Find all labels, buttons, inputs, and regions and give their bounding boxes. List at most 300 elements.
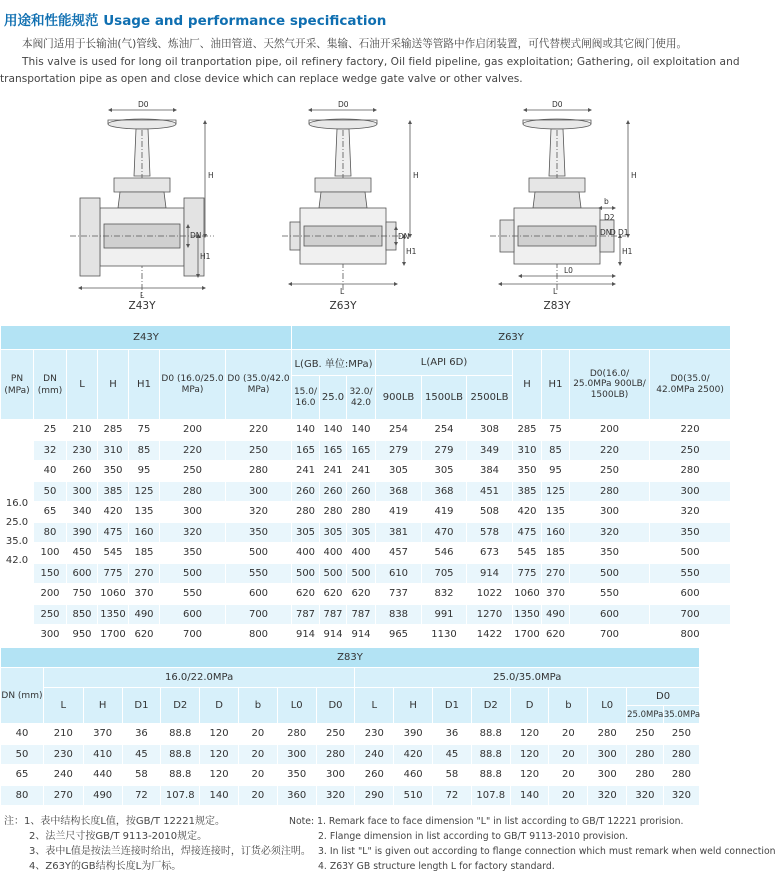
table-cell: 914: [347, 625, 376, 646]
table-cell: 210: [43, 724, 83, 745]
table-row: [1, 785, 700, 806]
header-z83y: Z83Y: [1, 648, 700, 668]
table-cell: 200: [570, 420, 650, 441]
table-cell: 85: [129, 440, 160, 461]
note-en-1: Note: 1. Remark face to face dimension "L" in list according to GB/T 12221 prorision.: [289, 816, 684, 827]
valve-diagrams: [0, 96, 700, 318]
t2-header-d0-25mpa: 25.0MPa: [627, 706, 664, 724]
table-cell: 368: [376, 481, 422, 502]
header-l-gb: L(GB. 单位:MPa): [292, 350, 376, 376]
table-cell: 440: [83, 765, 122, 786]
pn-value: 25.0: [5, 517, 29, 529]
table-cell: 250: [160, 461, 226, 482]
table-cell: 838: [376, 604, 422, 625]
table-cell: 250: [650, 440, 731, 461]
table-cell: 120: [200, 744, 239, 765]
table-cell: 1270: [467, 604, 513, 625]
table-cell: 832: [422, 584, 467, 605]
table-cell: 700: [160, 625, 226, 646]
table-cell: 140: [320, 420, 347, 441]
table-cell: 490: [83, 785, 122, 806]
table-cell: 610: [376, 563, 422, 584]
table-cell: 160: [129, 522, 160, 543]
table-cell: 787: [320, 604, 347, 625]
table-row: [1, 522, 731, 543]
z83y-d1-label: D1: [618, 228, 629, 237]
table-cell: 120: [200, 765, 239, 786]
table-cell: 40: [34, 461, 67, 482]
header-dn: DN (mm): [34, 350, 67, 420]
table-row: [1, 420, 731, 441]
table-cell: 1022: [467, 584, 513, 605]
table-cell: 368: [422, 481, 467, 502]
table-cell: 500: [320, 563, 347, 584]
table-cell: 550: [650, 563, 731, 584]
table-cell: 1350: [98, 604, 129, 625]
table-cell: 241: [292, 461, 320, 482]
table-cell: 95: [542, 461, 570, 482]
header-25-35mpa: 25.0/35.0MPa: [355, 668, 700, 688]
table-cell: 250: [663, 724, 699, 745]
z43y-h1-label: H1: [200, 252, 211, 261]
table-cell: 1700: [98, 625, 129, 646]
table-cell: 400: [320, 543, 347, 564]
table-cell: 600: [160, 604, 226, 625]
header-z63-h: H: [513, 350, 542, 420]
table-cell: 385: [513, 481, 542, 502]
t2-header-b-h: H: [394, 688, 433, 724]
table-cell: 419: [422, 502, 467, 523]
table-row: [1, 604, 731, 625]
table-cell: 914: [292, 625, 320, 646]
table-cell: 280: [320, 502, 347, 523]
table-cell: 135: [129, 502, 160, 523]
spec-table-z43y-z63y: [0, 325, 731, 646]
table-cell: 200: [160, 420, 226, 441]
z83y-h-label: H: [631, 171, 637, 180]
table-cell: 20: [549, 765, 588, 786]
table-cell: 254: [422, 420, 467, 441]
table-cell: 85: [542, 440, 570, 461]
table-cell: 88.8: [161, 724, 200, 745]
table-cell: 700: [226, 604, 292, 625]
table-cell: 45: [122, 744, 161, 765]
table-cell: 600: [226, 584, 292, 605]
table-cell: 500: [226, 543, 292, 564]
table-cell: 1130: [422, 625, 467, 646]
table-cell: 320: [316, 785, 355, 806]
header-api-2500lb: 2500LB: [467, 376, 513, 420]
z83y-d-label: D: [610, 228, 616, 237]
table-cell: 350: [570, 543, 650, 564]
table-cell: 36: [122, 724, 161, 745]
table-cell: 107.8: [161, 785, 200, 806]
table-cell: 20: [549, 744, 588, 765]
table-cell: 310: [513, 440, 542, 461]
table-cell: 20: [549, 785, 588, 806]
table-cell: 490: [129, 604, 160, 625]
table-cell: 950: [67, 625, 98, 646]
table-row: [1, 563, 731, 584]
table-cell: 500: [570, 563, 650, 584]
header-d0-35-42: D0 (35.0/42.0 MPa): [226, 350, 292, 420]
table-cell: 285: [98, 420, 129, 441]
table-cell: 280: [570, 481, 650, 502]
pn-values-cell: [1, 420, 34, 646]
t2-header-b-l: L: [355, 688, 394, 724]
table-cell: 160: [542, 522, 570, 543]
table-cell: 320: [650, 502, 731, 523]
table-cell: 280: [663, 765, 699, 786]
table-cell: 165: [347, 440, 376, 461]
table-cell: 787: [292, 604, 320, 625]
table-cell: 350: [226, 522, 292, 543]
table-cell: 914: [320, 625, 347, 646]
table-cell: 280: [663, 744, 699, 765]
table-cell: 965: [376, 625, 422, 646]
table-row: [1, 765, 700, 786]
table-cell: 350: [160, 543, 226, 564]
spec-table-z83y: [0, 647, 700, 806]
table-cell: 280: [627, 744, 664, 765]
t2-header-b-d1: D1: [433, 688, 472, 724]
t2-header-b-d: D: [510, 688, 549, 724]
table-cell: 95: [129, 461, 160, 482]
table-cell: 1422: [467, 625, 513, 646]
table-cell: 220: [570, 440, 650, 461]
table-cell: 270: [129, 563, 160, 584]
table-cell: 320: [226, 502, 292, 523]
t2-header-a-h: H: [83, 688, 122, 724]
table-cell: 620: [320, 584, 347, 605]
table-cell: 475: [98, 522, 129, 543]
table-cell: 250: [627, 724, 664, 745]
table-cell: 300: [226, 481, 292, 502]
table-cell: 279: [376, 440, 422, 461]
table-cell: 140: [347, 420, 376, 441]
table-cell: 20: [238, 765, 277, 786]
table-cell: 350: [650, 522, 731, 543]
table-cell: 320: [570, 522, 650, 543]
table-cell: 305: [347, 522, 376, 543]
table-cell: 350: [277, 765, 316, 786]
table-cell: 140: [510, 785, 549, 806]
table-cell: 58: [433, 765, 472, 786]
table-cell: 75: [129, 420, 160, 441]
table-cell: 320: [160, 522, 226, 543]
table-cell: 385: [98, 481, 129, 502]
table-row: [1, 543, 731, 564]
diagram-z83y: [490, 100, 637, 296]
table-cell: 620: [542, 625, 570, 646]
table-cell: 20: [238, 744, 277, 765]
diagram-z43y-caption: Z43Y: [128, 300, 156, 312]
table-cell: 800: [650, 625, 731, 646]
table-row: [1, 625, 731, 646]
table-cell: 58: [122, 765, 161, 786]
table-cell: 350: [98, 461, 129, 482]
table-cell: 75: [542, 420, 570, 441]
table-cell: 384: [467, 461, 513, 482]
t2-header-a-d2: D2: [161, 688, 200, 724]
table-cell: 260: [347, 481, 376, 502]
header-api-900lb: 900LB: [376, 376, 422, 420]
table-cell: 400: [347, 543, 376, 564]
z83y-dn-label: DN: [600, 228, 612, 237]
table-cell: 360: [277, 785, 316, 806]
header-l: L: [67, 350, 98, 420]
z63y-dn-label: DN: [398, 232, 410, 241]
header-pn: PN (MPa): [1, 350, 34, 420]
table-cell: 390: [394, 724, 433, 745]
table-cell: 50: [1, 744, 44, 765]
header-api-1500lb: 1500LB: [422, 376, 467, 420]
note-cn-2: 2、法兰尺寸按GB/T 9113-2010规定。: [29, 831, 208, 842]
table-cell: 125: [542, 481, 570, 502]
table-cell: 775: [98, 563, 129, 584]
table-cell: 120: [510, 765, 549, 786]
header-z63-d0-b: D0(35.0/ 42.0MPa 2500): [650, 350, 731, 420]
table-cell: 305: [376, 461, 422, 482]
table-cell: 260: [67, 461, 98, 482]
t2-header-a-d: D: [200, 688, 239, 724]
table-cell: 36: [433, 724, 472, 745]
table-cell: 305: [422, 461, 467, 482]
table-cell: 72: [433, 785, 472, 806]
table-cell: 340: [67, 502, 98, 523]
table-row: [1, 744, 700, 765]
table-cell: 290: [355, 785, 394, 806]
table-cell: 210: [67, 420, 98, 441]
table-cell: 1350: [513, 604, 542, 625]
table-cell: 500: [160, 563, 226, 584]
table-cell: 470: [422, 522, 467, 543]
header-gb-25: 25.0: [320, 376, 347, 420]
note-cn-4: 4、Z63Y的GB结构长度L为厂标。: [29, 861, 182, 872]
table-cell: 140: [292, 420, 320, 441]
note-en-3: 3. In list "L" is given out according to flange connection which must remark when weld connection: [318, 846, 776, 857]
table-row: [1, 724, 700, 745]
table-cell: 20: [238, 724, 277, 745]
table-cell: 72: [122, 785, 161, 806]
table-cell: 700: [650, 604, 731, 625]
t2-header-d0-35mpa: 35.0MPa: [663, 706, 699, 724]
table-row: [1, 440, 731, 461]
table-cell: 600: [650, 584, 731, 605]
t2-header-a-d1: D1: [122, 688, 161, 724]
table-cell: 600: [67, 563, 98, 584]
table-cell: 150: [34, 563, 67, 584]
table-cell: 88.8: [471, 724, 510, 745]
t2-header-a-l0: L0: [277, 688, 316, 724]
t2-header-b-l0: L0: [588, 688, 627, 724]
z43y-d0-label: D0: [138, 100, 149, 109]
z83y-b-label: b: [604, 197, 609, 206]
table-cell: 280: [650, 461, 731, 482]
table-cell: 241: [347, 461, 376, 482]
t2-header-a-d0: D0: [316, 688, 355, 724]
table-cell: 500: [347, 563, 376, 584]
header-gb-32-42: 32.0/ 42.0: [347, 376, 376, 420]
header-z63-h1: H1: [542, 350, 570, 420]
table-cell: 850: [67, 604, 98, 625]
table-cell: 578: [467, 522, 513, 543]
table-cell: 737: [376, 584, 422, 605]
table-cell: 1060: [513, 584, 542, 605]
table-row: [1, 584, 731, 605]
z83y-l0-label: L0: [564, 266, 573, 275]
table-cell: 419: [376, 502, 422, 523]
table-row: [1, 481, 731, 502]
note-cn-1: 注：1、表中结构长度L值，按GB/T 12221规定。: [4, 816, 226, 827]
table-cell: 1060: [98, 584, 129, 605]
table-cell: 165: [320, 440, 347, 461]
table-cell: 260: [292, 481, 320, 502]
header-16-22mpa: 16.0/22.0MPa: [43, 668, 355, 688]
t2-header-b-d0: D0: [627, 688, 700, 706]
pn-value: 35.0: [5, 536, 29, 548]
table-cell: 88.8: [161, 744, 200, 765]
intro-english-line-1: This valve is used for long oil tranportation pipe, oil refinery factory, Oil field pipeline, gas exploitation; Gathering, oil exploitation and: [22, 56, 740, 68]
diagram-z63y-caption: Z63Y: [329, 300, 357, 312]
table-cell: 510: [394, 785, 433, 806]
table-cell: 550: [226, 563, 292, 584]
table-cell: 260: [355, 765, 394, 786]
table-cell: 550: [570, 584, 650, 605]
diagram-z83y-caption: Z83Y: [543, 300, 571, 312]
table-cell: 490: [542, 604, 570, 625]
table-cell: 230: [43, 744, 83, 765]
table-cell: 300: [34, 625, 67, 646]
table-cell: 280: [316, 744, 355, 765]
table-cell: 320: [588, 785, 627, 806]
table-cell: 280: [226, 461, 292, 482]
table-cell: 25: [34, 420, 67, 441]
table-row: [1, 461, 731, 482]
table-cell: 88.8: [471, 744, 510, 765]
t2-header-a-b: b: [238, 688, 277, 724]
header-d0-16-25: D0 (16.0/25.0 MPa): [160, 350, 226, 420]
table-cell: 270: [43, 785, 83, 806]
table-cell: 280: [588, 724, 627, 745]
table-cell: 45: [433, 744, 472, 765]
table-cell: 280: [627, 765, 664, 786]
table-cell: 241: [320, 461, 347, 482]
table-cell: 135: [542, 502, 570, 523]
table-cell: 220: [226, 420, 292, 441]
intro-english-line-2: transportation pipe as open and close device which can replace wedge gate valve or other valves.: [0, 73, 523, 85]
table-cell: 460: [394, 765, 433, 786]
table-cell: 165: [292, 440, 320, 461]
table-cell: 80: [1, 785, 44, 806]
z43y-l-label: L: [140, 291, 145, 300]
table-cell: 185: [542, 543, 570, 564]
table-cell: 370: [129, 584, 160, 605]
note-en-4: 4. Z63Y GB structure length L for factory standard.: [318, 861, 555, 872]
table-cell: 107.8: [471, 785, 510, 806]
table-cell: 120: [200, 724, 239, 745]
table-cell: 300: [570, 502, 650, 523]
header-l-api: L(API 6D): [376, 350, 513, 376]
table-cell: 620: [129, 625, 160, 646]
table-cell: 65: [1, 765, 44, 786]
table-cell: 120: [510, 724, 549, 745]
table-cell: 270: [542, 563, 570, 584]
z63y-d0-label: D0: [338, 100, 349, 109]
table-cell: 250: [34, 604, 67, 625]
table-cell: 420: [98, 502, 129, 523]
note-en-2: 2. Flange dimension in list according to GB/T 9113-2010 provision.: [318, 831, 629, 842]
z83y-h1-label: H1: [622, 247, 633, 256]
table-cell: 300: [277, 744, 316, 765]
table-cell: 50: [34, 481, 67, 502]
table-cell: 80: [34, 522, 67, 543]
table-cell: 40: [1, 724, 44, 745]
header-z43y: Z43Y: [1, 326, 292, 350]
table-cell: 320: [663, 785, 699, 806]
z43y-h-label: H: [208, 171, 214, 180]
table-cell: 1700: [513, 625, 542, 646]
table-cell: 787: [347, 604, 376, 625]
t2-header-b-d2: D2: [471, 688, 510, 724]
table-cell: 280: [347, 502, 376, 523]
table-cell: 100: [34, 543, 67, 564]
header-z63-d0-a: D0(16.0/ 25.0MPa 900LB/ 1500LB): [570, 350, 650, 420]
table-cell: 65: [34, 502, 67, 523]
table-cell: 125: [129, 481, 160, 502]
spec-table-2-body: [1, 724, 700, 806]
table-cell: 545: [513, 543, 542, 564]
table-cell: 508: [467, 502, 513, 523]
table-cell: 20: [549, 724, 588, 745]
table-cell: 700: [570, 625, 650, 646]
z63y-h-label: H: [413, 171, 419, 180]
header-h1: H1: [129, 350, 160, 420]
table-cell: 240: [43, 765, 83, 786]
diagram-z63y: [282, 100, 419, 296]
t2-header-b-b: b: [549, 688, 588, 724]
z83y-d2-label: D2: [604, 213, 615, 222]
table-cell: 300: [588, 744, 627, 765]
spec-table-1-body: [1, 420, 731, 646]
z43y-dn-label: DN: [190, 231, 202, 240]
t2-header-dn: DN (mm): [1, 668, 44, 724]
table-cell: 350: [513, 461, 542, 482]
table-cell: 600: [570, 604, 650, 625]
table-cell: 300: [650, 481, 731, 502]
notes-english: [289, 814, 776, 874]
table-cell: 400: [292, 543, 320, 564]
header-z63y: Z63Y: [292, 326, 731, 350]
table-cell: 991: [422, 604, 467, 625]
table-cell: 320: [627, 785, 664, 806]
table-row: [1, 502, 731, 523]
table-cell: 250: [316, 724, 355, 745]
table-cell: 88.8: [161, 765, 200, 786]
table-cell: 410: [83, 744, 122, 765]
table-cell: 310: [98, 440, 129, 461]
table-cell: 280: [160, 481, 226, 502]
table-cell: 420: [513, 502, 542, 523]
notes-chinese: [4, 814, 311, 874]
table-cell: 305: [292, 522, 320, 543]
table-cell: 285: [513, 420, 542, 441]
table-cell: 280: [277, 724, 316, 745]
table-cell: 546: [422, 543, 467, 564]
table-cell: 370: [83, 724, 122, 745]
t2-header-a-l: L: [43, 688, 83, 724]
table-cell: 475: [513, 522, 542, 543]
